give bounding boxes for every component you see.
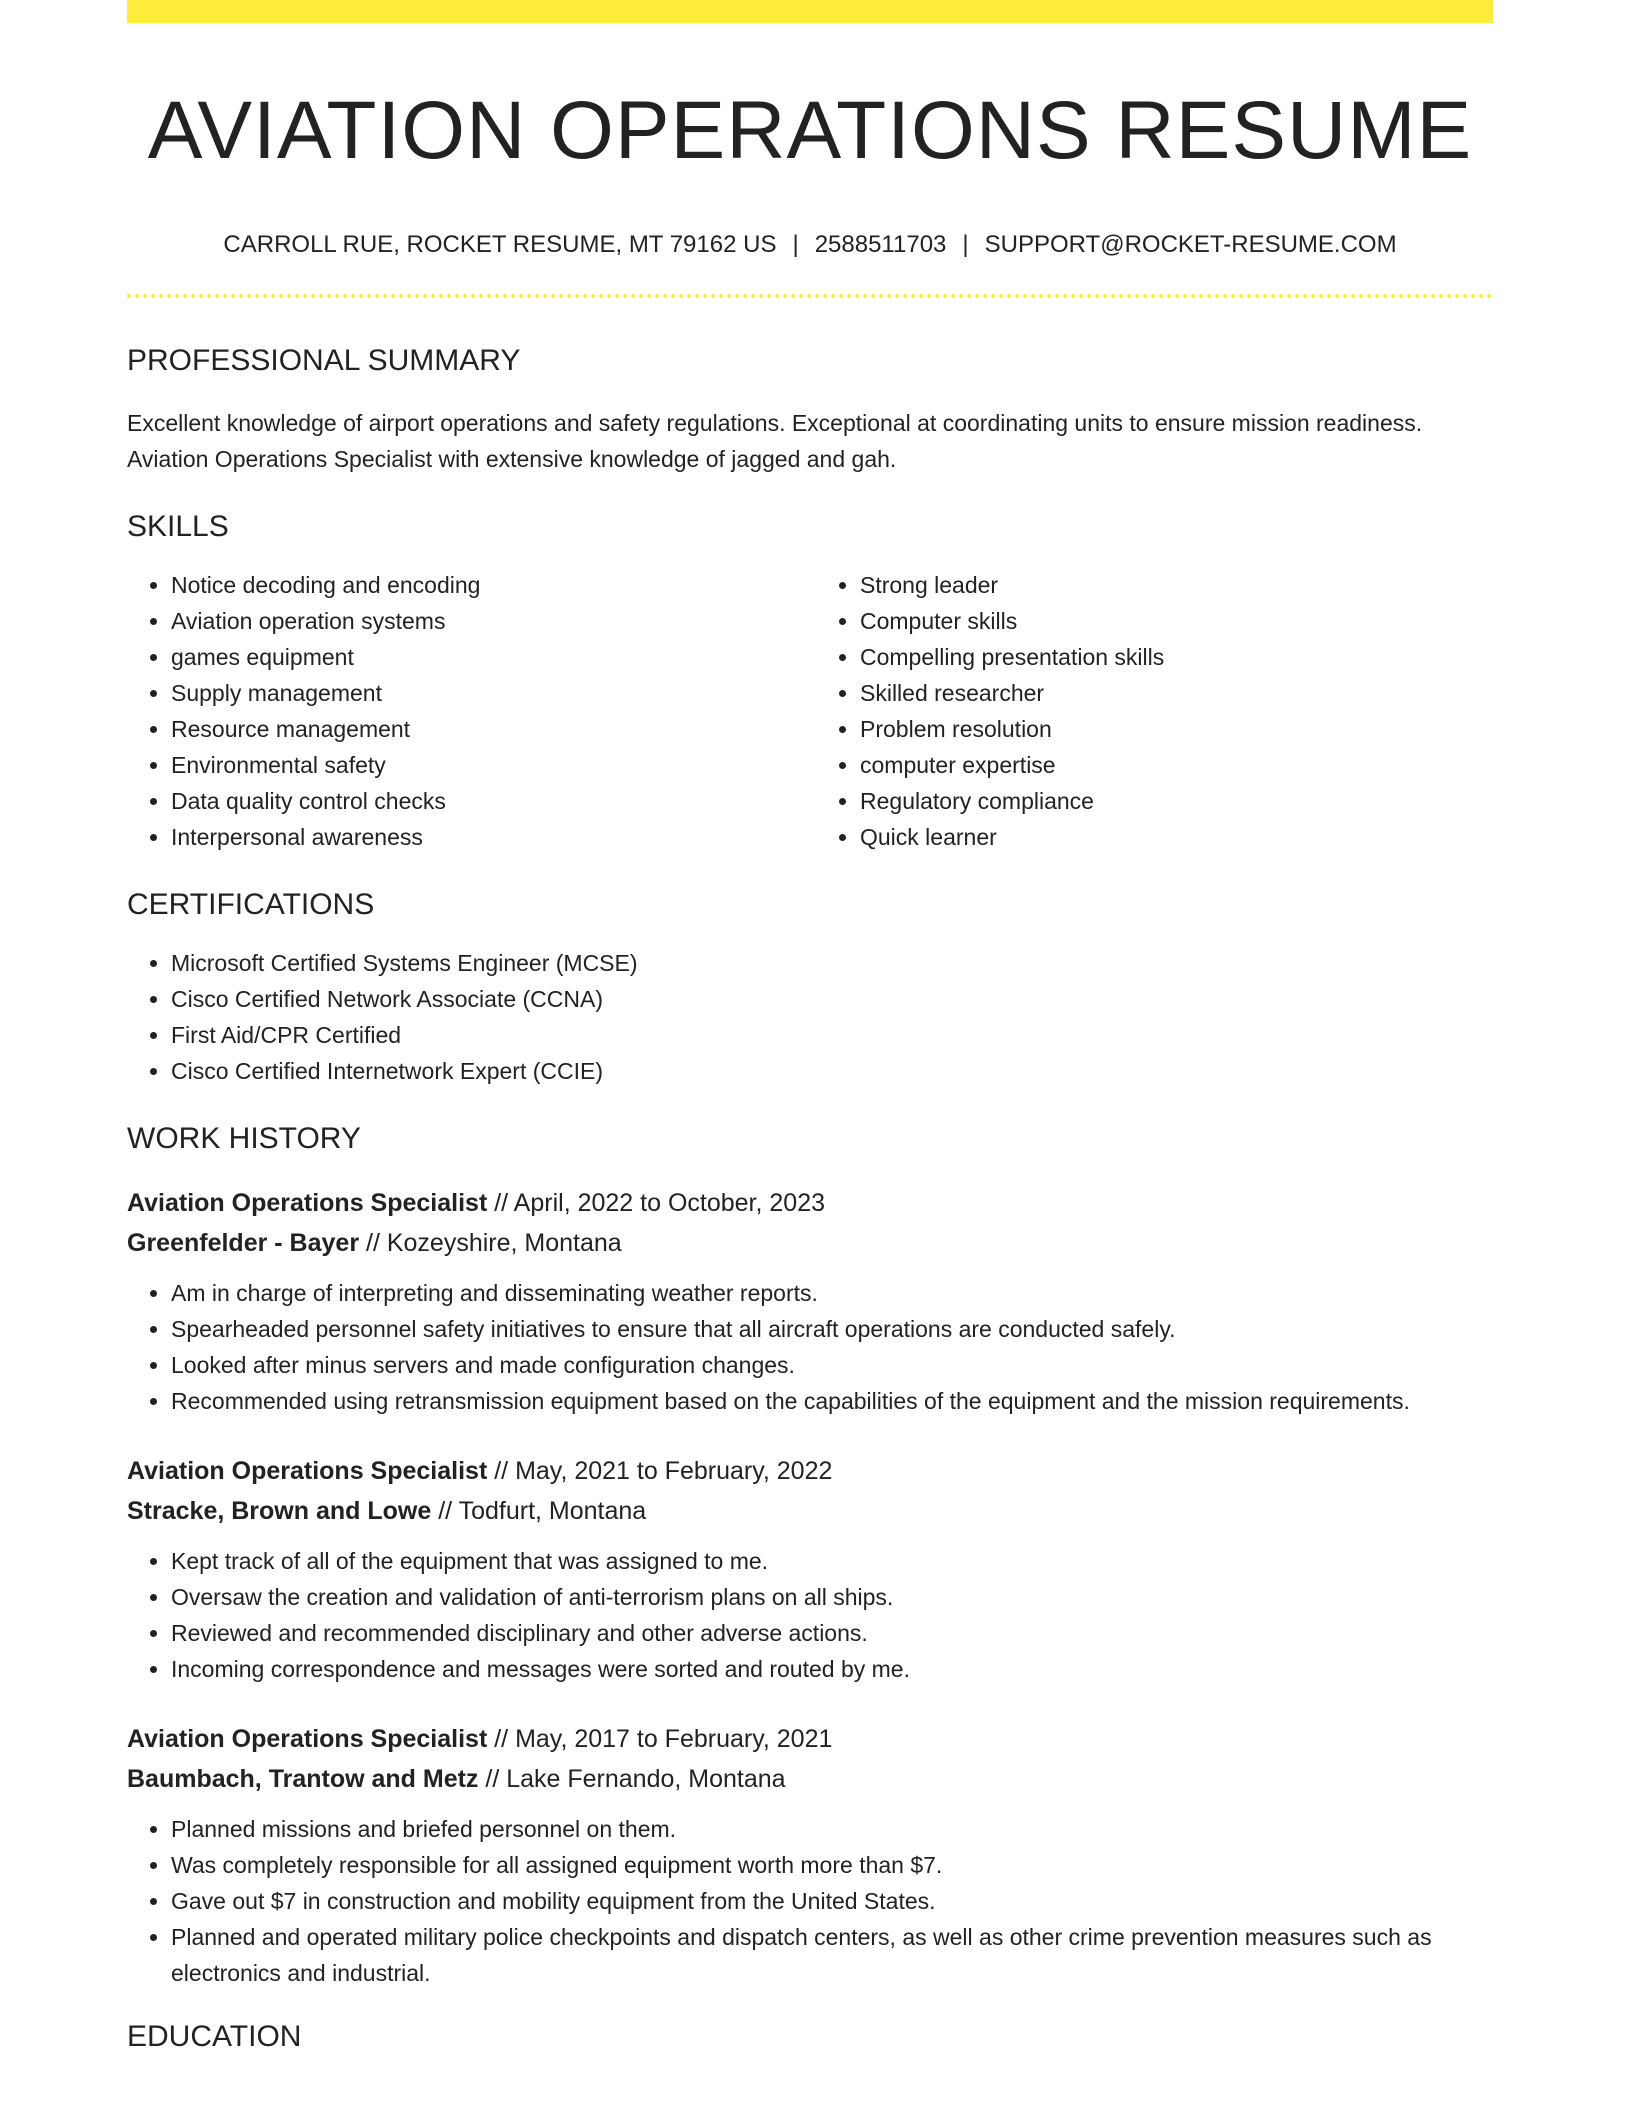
education-heading: EDUCATION	[127, 2020, 302, 2053]
dotted-divider	[127, 294, 1493, 298]
job-bullet: • Incoming correspondence and messages were sorted and routed by me.	[171, 1651, 1493, 1687]
job-company-line	[127, 1223, 1493, 1263]
job-title-line	[127, 1719, 1493, 1759]
skills-list-left	[127, 567, 810, 855]
skills-columns	[127, 547, 1493, 855]
job-dates: // May, 2017 to February, 2021	[487, 1725, 833, 1753]
certification-item: • Cisco Certified Network Associate (CCNA)	[171, 981, 1493, 1017]
skills-heading: SKILLS	[127, 510, 229, 543]
resume-content	[127, 23, 1493, 2057]
skill-item: • Notice decoding and encoding	[171, 567, 810, 603]
certification-item: • Microsoft Certified Systems Engineer (MCSE)	[171, 945, 1493, 981]
certifications-list	[127, 945, 1493, 1089]
top-accent-bar	[127, 0, 1493, 23]
skills-section	[127, 507, 1493, 855]
skill-item: • Skilled researcher	[860, 675, 1493, 711]
job-entry	[127, 1719, 1493, 1991]
job-bullet: • Kept track of all of the equipment that was assigned to me.	[171, 1543, 1493, 1579]
skill-item: • games equipment	[171, 639, 810, 675]
contact-separator: |	[792, 231, 799, 258]
job-location: // Lake Fernando, Montana	[478, 1765, 786, 1793]
skill-item: • Strong leader	[860, 567, 1493, 603]
skill-item: • Computer skills	[860, 603, 1493, 639]
job-bullets	[127, 1543, 1493, 1687]
job-entry	[127, 1451, 1493, 1687]
summary-heading: PROFESSIONAL SUMMARY	[127, 344, 521, 377]
summary-text: Excellent knowledge of airport operations and safety regulations. Exceptional at coordinating units to ensure mission readiness. Aviation Operations Specialist with extensive knowledge of jagged and gah.	[127, 410, 1423, 472]
skill-item: • Regulatory compliance	[860, 783, 1493, 819]
skill-item: • computer expertise	[860, 747, 1493, 783]
job-bullet: • Planned and operated military police checkpoints and dispatch centers, as well as other crime prevention measures such as electronics and industrial.	[171, 1919, 1493, 1991]
job-bullet: • Am in charge of interpreting and disseminating weather reports.	[171, 1275, 1493, 1311]
job-bullet: • Gave out $7 in construction and mobility equipment from the United States.	[171, 1883, 1493, 1919]
contact-line	[127, 229, 1493, 261]
job-bullet: • Looked after minus servers and made configuration changes.	[171, 1347, 1493, 1383]
job-bullet: • Reviewed and recommended disciplinary and other adverse actions.	[171, 1615, 1493, 1651]
skill-item: • Environmental safety	[171, 747, 810, 783]
job-company: Stracke, Brown and Lowe	[127, 1497, 432, 1525]
job-title-line	[127, 1451, 1493, 1491]
job-title-line	[127, 1183, 1493, 1223]
contact-separator: |	[962, 231, 969, 258]
job-dates: // April, 2022 to October, 2023	[487, 1189, 826, 1217]
job-bullet: • Was completely responsible for all assigned equipment worth more than $7.	[171, 1847, 1493, 1883]
certification-item: • First Aid/CPR Certified	[171, 1017, 1493, 1053]
skill-item: • Aviation operation systems	[171, 603, 810, 639]
job-bullet: • Oversaw the creation and validation of anti-terrorism plans on all ships.	[171, 1579, 1493, 1615]
skill-item: • Quick learner	[860, 819, 1493, 855]
job-company-line	[127, 1759, 1493, 1799]
certifications-section	[127, 885, 1493, 1089]
skill-item: • Compelling presentation skills	[860, 639, 1493, 675]
skill-item: • Problem resolution	[860, 711, 1493, 747]
job-bullet: • Recommended using retransmission equipment based on the capabilities of the equipment and the mission requirements.	[171, 1383, 1493, 1419]
contact-phone: 2588511703	[814, 231, 947, 258]
work-history-heading: WORK HISTORY	[127, 1122, 361, 1155]
job-entry	[127, 1183, 1493, 1419]
skill-item: • Supply management	[171, 675, 810, 711]
job-company: Baumbach, Trantow and Metz	[127, 1765, 479, 1793]
contact-address: CARROLL RUE, ROCKET RESUME, MT 79162 US	[223, 231, 777, 258]
job-title: Aviation Operations Specialist	[127, 1725, 488, 1753]
skill-item: • Data quality control checks	[171, 783, 810, 819]
job-bullet: • Planned missions and briefed personnel on them.	[171, 1811, 1493, 1847]
job-bullets	[127, 1811, 1493, 1991]
skill-item: • Resource management	[171, 711, 810, 747]
skills-list-right	[810, 567, 1493, 855]
skill-item: • Interpersonal awareness	[171, 819, 810, 855]
job-location: // Kozeyshire, Montana	[359, 1229, 622, 1257]
resume-title: AVIATION OPERATIONS RESUME	[147, 85, 1473, 176]
job-dates: // May, 2021 to February, 2022	[487, 1457, 833, 1485]
certifications-heading: CERTIFICATIONS	[127, 888, 375, 921]
certification-item: • Cisco Certified Internetwork Expert (CCIE)	[171, 1053, 1493, 1089]
job-bullet: • Spearheaded personnel safety initiatives to ensure that all aircraft operations are conducted safely.	[171, 1311, 1493, 1347]
job-title: Aviation Operations Specialist	[127, 1189, 488, 1217]
job-bullets	[127, 1275, 1493, 1419]
work-history-section	[127, 1119, 1493, 1991]
job-company: Greenfelder - Bayer	[127, 1229, 360, 1257]
job-title: Aviation Operations Specialist	[127, 1457, 488, 1485]
contact-email: SUPPORT@ROCKET-RESUME.COM	[984, 231, 1397, 258]
job-company-line	[127, 1491, 1493, 1531]
job-location: // Todfurt, Montana	[431, 1497, 647, 1525]
